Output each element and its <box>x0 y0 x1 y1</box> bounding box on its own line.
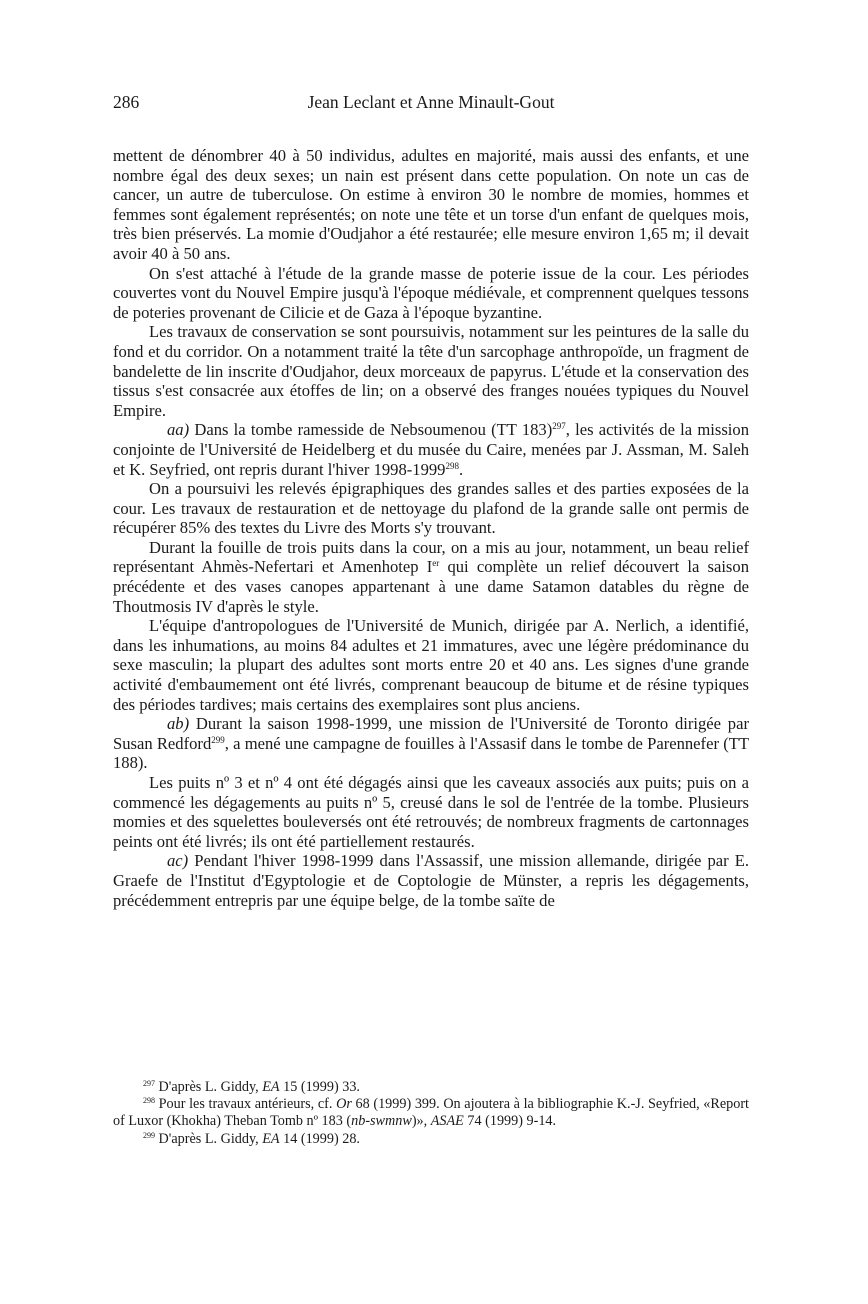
paragraph-aa-text-3: . <box>458 459 464 479</box>
body-text <box>113 146 749 910</box>
footnote-ref-298: 298 <box>445 460 459 471</box>
paragraph-aa-text-1: Dans la tombe ramesside de Nebsoumenou (TT 183) <box>189 420 553 440</box>
footnote-number: 298 <box>143 1096 155 1106</box>
footnote-text: D'après L. Giddy, <box>155 1079 263 1095</box>
footnote-ref-299: 299 <box>211 734 225 745</box>
journal-abbrev: EA <box>262 1130 280 1147</box>
journal-abbrev: Or <box>336 1096 352 1113</box>
paragraph-aa <box>113 420 749 479</box>
italic-term: nb-swmnw <box>351 1113 412 1130</box>
paragraph-9: Les puits nº 3 et nº 4 ont été dégagés ainsi que les caveaux associés aux puits; puis on a commencé les dégagements au puits nº 5, creusé dans le sol de l'entrée de la tombe. Plusieurs momies et des squelettes bouleversés ont été retrouvés; de nombreux fragments de cartonnages peints ont été livrés; ils ont été partiellement restaurés. <box>113 773 749 851</box>
footnote-text: D'après L. Giddy, <box>155 1130 263 1147</box>
footnote-ref-297: 297 <box>552 421 566 432</box>
journal-abbrev: EA <box>262 1079 280 1095</box>
page-number: 286 <box>113 92 140 112</box>
footnote-text: Pour les travaux antérieurs, cf. <box>155 1096 337 1113</box>
paragraph-1: mettent de dénombrer 40 à 50 individus, adultes en majorité, mais aussi des enfants, et une nombre égal des deux sexes; un nain est présent dans cette population. On note un cas de cancer, un autre de tuberculose. On estime à environ 30 le nombre de momies, hommes et femmes sont également représentés; on note une tête et un torse d'un enfant de quelques mois, très bien préservés. La momie d'Oudjahor a été restaurée; elle mesure environ 1,65 m; il devait avoir 40 à 50 ans. <box>113 146 749 263</box>
section-label-ac: ac) <box>167 851 189 871</box>
paragraph-ab-text-2: , a mené une campagne de fouilles à l'Assasif dans le tombe de Parennefer (TT 188). <box>113 733 749 773</box>
paragraph-ab <box>113 714 749 773</box>
paragraph-5: On a poursuivi les relevés épigraphiques des grandes salles et des parties exposées de la cour. Les travaux de restauration et de nettoyage du plafond de la grande salle ont permis de récupérer 85% des textes du Livre des Morts s'y trouvant. <box>113 479 749 538</box>
section-label-aa: aa) <box>167 420 190 440</box>
paragraph-ac <box>113 851 749 910</box>
paragraph-6 <box>113 538 749 616</box>
paragraph-6-text-2: qui complète un relief découvert la saison précédente et des vases canopes appartenant à une dame Satamon datables du règne de Thoutmosis IV d'après le style. <box>113 557 749 616</box>
journal-abbrev: ASAE <box>430 1113 464 1130</box>
running-title: Jean Leclant et Anne Minault-Gout <box>307 92 555 112</box>
paragraph-7: L'équipe d'antropologues de l'Université de Munich, dirigée par A. Nerlich, a identifié, dans les inhumations, au moins 84 adultes et 21 immatures, avec une légère prédominance du sexe masculin; la plupart des adultes sont morts entre 20 et 40 ans. Les signes d'une grande activité d'embaumement ont été livrés, comprenant beaucoup de bitume et de résine typiques des périodes tardives; mais certains des exemplaires sont plus anciens. <box>113 616 749 714</box>
footnote-text: 15 (1999) 33. <box>279 1079 360 1095</box>
paragraph-ab-text-1: Durant la saison 1998-1999, une mission de l'Université de Toronto dirigée par Susan Redford <box>113 714 749 753</box>
footnote-299 <box>113 1131 749 1148</box>
footnote-text: 14 (1999) 28. <box>279 1130 360 1147</box>
paragraph-2: On s'est attaché à l'étude de la grande masse de poterie issue de la cour. Les périodes couvertes vont du Nouvel Empire jusqu'à l'époque médiévale, et comprennent quelques tessons de poteries provenant de Cilicie et de Gaza à l'époque byzantine. <box>113 263 749 322</box>
paragraph-6-text-1: Durant la fouille de trois puits dans la cour, on a mis au jour, notamment, un beau relief représentant Ahmès-Nefertari et Amenhotep I <box>113 537 749 577</box>
footnotes <box>113 1079 749 1148</box>
footnote-number: 299 <box>143 1130 155 1140</box>
paragraph-3: Les travaux de conservation se sont poursuivis, notamment sur les peintures de la salle du fond et du corridor. On a notamment traité la tête d'un sarcophage anthropoïde, un fragment de bandelette de lin inscrite d'Oudjahor, deux morceaux de papyrus. L'étude et la conservation des tissus s'est consacrée aux étoffes de lin; on a observé des franges nouées typiques du Nouvel Empire. <box>113 322 749 420</box>
footnote-text: )», <box>411 1113 431 1130</box>
section-label-ab: ab) <box>167 714 190 734</box>
paragraph-aa-text-2: , les activités de la mission conjointe de l'Université de Heidelberg et du musée du Caire, menées par J. Assman, M. Saleh et K. Seyfried, ont repris durant l'hiver 1998-1999 <box>113 420 750 479</box>
footnote-298 <box>113 1096 749 1130</box>
footnote-text: 74 (1999) 9-14. <box>463 1113 557 1130</box>
paragraph-ac-text: Pendant l'hiver 1998-1999 dans l'Assassif, une mission allemande, dirigée par E. Graefe de l'Institut d'Egyptologie et de Coptologie de Münster, a repris les dégagements, précédemment entrepris par une équipe belge, de la tombe saïte de <box>113 851 749 910</box>
footnote-number: 297 <box>143 1079 155 1088</box>
ordinal-superscript: er <box>432 558 440 569</box>
footnote-text: 68 (1999) 399. On ajoutera à la bibliographie K.-J. Seyfried, «Report of Luxor (Khokha) Theban Tomb nº 183 ( <box>113 1096 750 1130</box>
footnote-297 <box>113 1079 749 1096</box>
